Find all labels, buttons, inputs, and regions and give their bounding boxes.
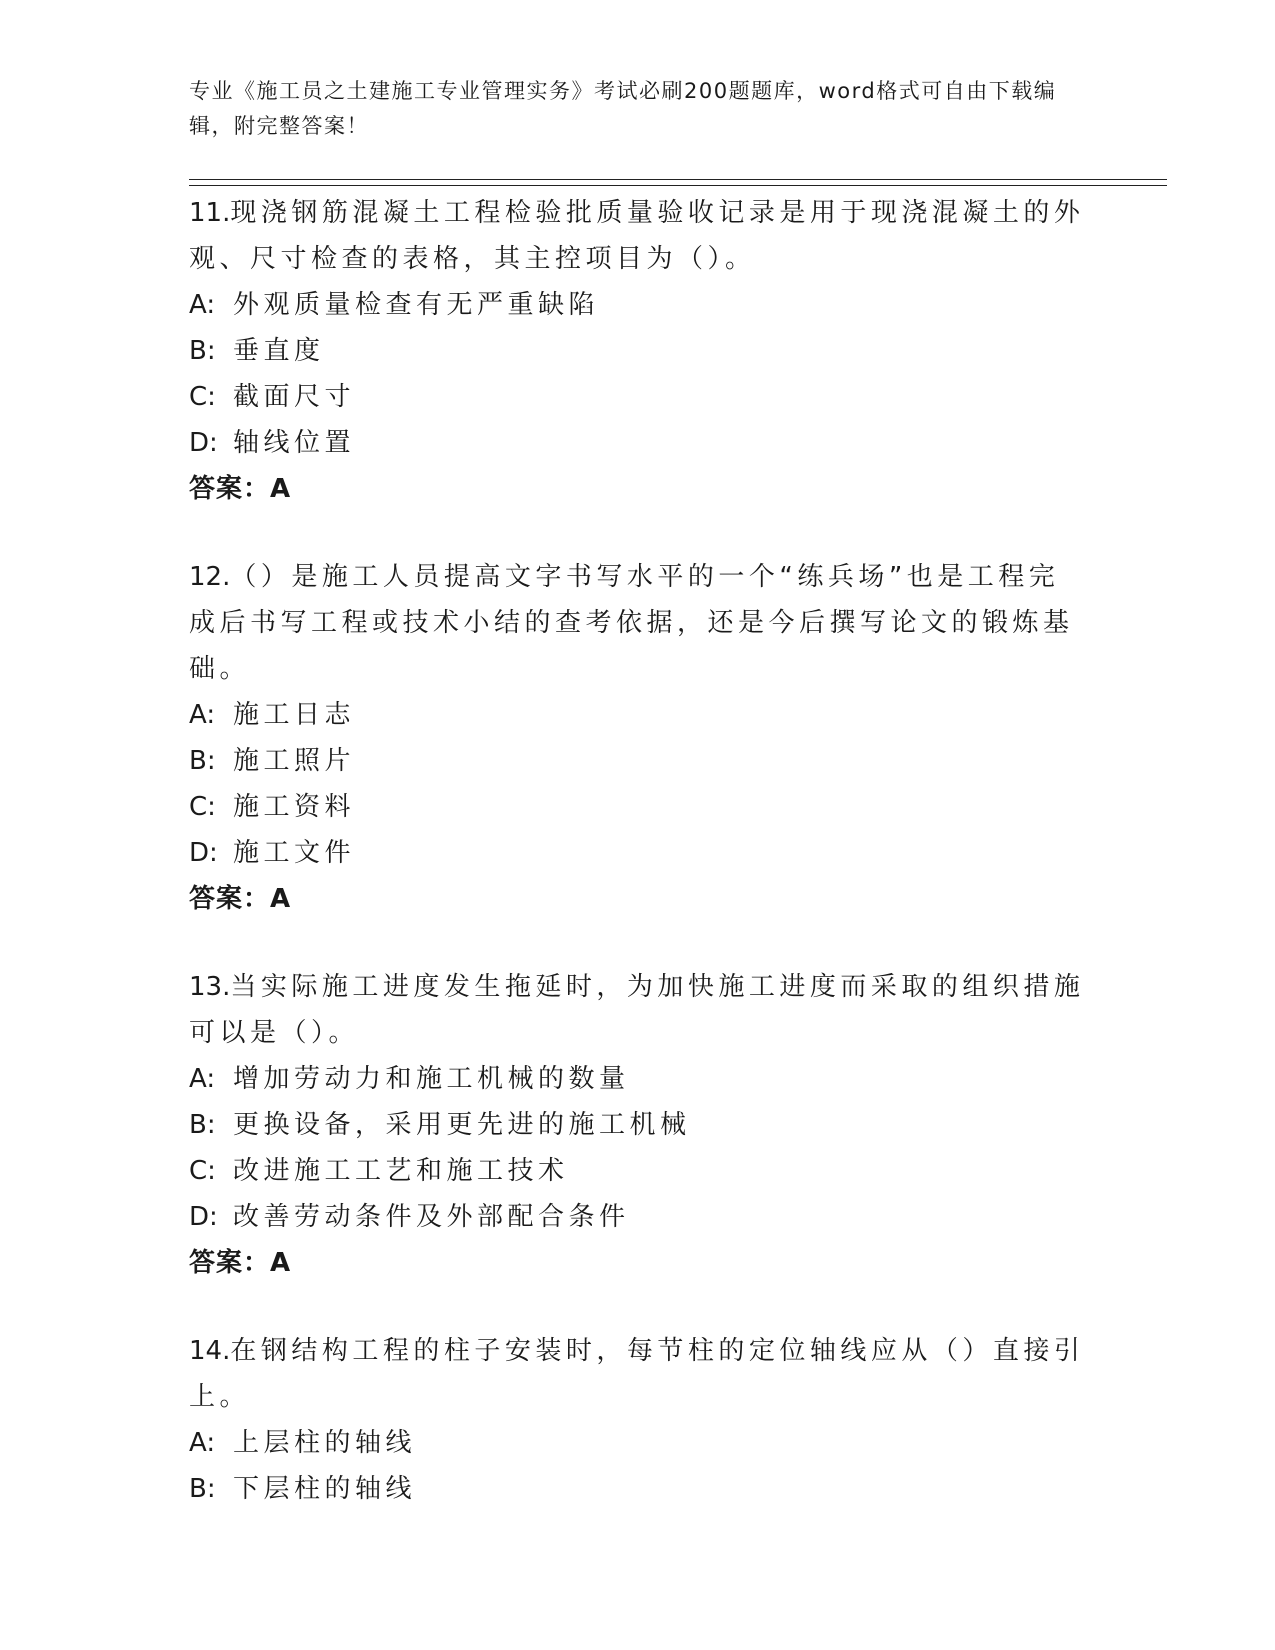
questions-list — [189, 190, 1089, 1512]
option-letter: D: — [189, 1202, 218, 1232]
option-letter: C: — [189, 1156, 216, 1186]
option-text: 更换设备，采用更先进的施工机械 — [233, 1110, 691, 1140]
option-letter: B: — [189, 336, 216, 366]
option-letter: A: — [189, 1064, 216, 1094]
option-c — [189, 374, 1089, 420]
option-b — [189, 738, 1089, 784]
option-text: 施工日志 — [233, 700, 356, 730]
option-letter: B: — [189, 746, 216, 776]
question-stem — [189, 190, 1089, 282]
question-stem — [189, 964, 1089, 1056]
option-text: 轴线位置 — [233, 428, 356, 458]
question-stem — [189, 1328, 1089, 1420]
question-number: 13. — [189, 972, 231, 1002]
question-text: 现浇钢筋混凝土工程检验批质量验收记录是用于现浇混凝土的外观、尺寸检查的表格，其主控项目为（）。 — [189, 198, 1085, 274]
answer-line: 答案：A — [189, 884, 292, 914]
option-letter: A: — [189, 1428, 216, 1458]
option-letter: C: — [189, 382, 216, 412]
option-text: 施工文件 — [233, 838, 356, 868]
question-text: 当实际施工进度发生拖延时，为加快施工进度而采取的组织措施可以是（）。 — [189, 972, 1085, 1048]
question-12 — [189, 554, 1089, 922]
option-letter: A: — [189, 700, 216, 730]
header-divider-second — [189, 185, 1167, 186]
option-text: 增加劳动力和施工机械的数量 — [233, 1064, 630, 1094]
document-header: 专业《施工员之土建施工专业管理实务》考试必刷200题题库，word格式可自由下载编辑，附完整答案！ — [189, 79, 1057, 138]
question-13 — [189, 964, 1089, 1286]
question-text: 在钢结构工程的柱子安装时，每节柱的定位轴线应从（）直接引上。 — [189, 1336, 1085, 1412]
option-text: 施工资料 — [233, 792, 356, 822]
option-c — [189, 784, 1089, 830]
option-letter: C: — [189, 792, 216, 822]
question-14 — [189, 1328, 1089, 1512]
option-text: 改善劳动条件及外部配合条件 — [233, 1202, 630, 1232]
option-b — [189, 328, 1089, 374]
question-number: 12. — [189, 562, 231, 592]
option-b — [189, 1466, 1089, 1512]
option-text: 改进施工工艺和施工技术 — [233, 1156, 569, 1186]
option-letter: B: — [189, 1110, 216, 1140]
option-text: 下层柱的轴线 — [233, 1474, 417, 1504]
question-11 — [189, 190, 1089, 512]
option-a — [189, 282, 1089, 328]
option-b — [189, 1102, 1089, 1148]
option-a — [189, 1420, 1089, 1466]
answer-line: 答案：A — [189, 1248, 292, 1278]
question-stem — [189, 554, 1089, 692]
answer-line: 答案：A — [189, 474, 292, 504]
option-letter: D: — [189, 428, 218, 458]
question-number: 11. — [189, 198, 231, 228]
option-a — [189, 1056, 1089, 1102]
option-text: 上层柱的轴线 — [233, 1428, 417, 1458]
option-d — [189, 830, 1089, 876]
option-letter: B: — [189, 1474, 216, 1504]
question-text: （）是施工人员提高文字书写水平的一个“练兵场”也是工程完成后书写工程或技术小结的查考依据，还是今后撰写论文的锻炼基础。 — [189, 562, 1074, 684]
question-number: 14. — [189, 1336, 231, 1366]
option-text: 施工照片 — [233, 746, 356, 776]
header-divider — [189, 179, 1167, 180]
option-c — [189, 1148, 1089, 1194]
option-letter: D: — [189, 838, 218, 868]
option-text: 垂直度 — [233, 336, 325, 366]
option-d — [189, 1194, 1089, 1240]
option-text: 截面尺寸 — [233, 382, 356, 412]
option-letter: A: — [189, 290, 216, 320]
option-a — [189, 692, 1089, 738]
option-text: 外观质量检查有无严重缺陷 — [233, 290, 600, 320]
option-d — [189, 420, 1089, 466]
